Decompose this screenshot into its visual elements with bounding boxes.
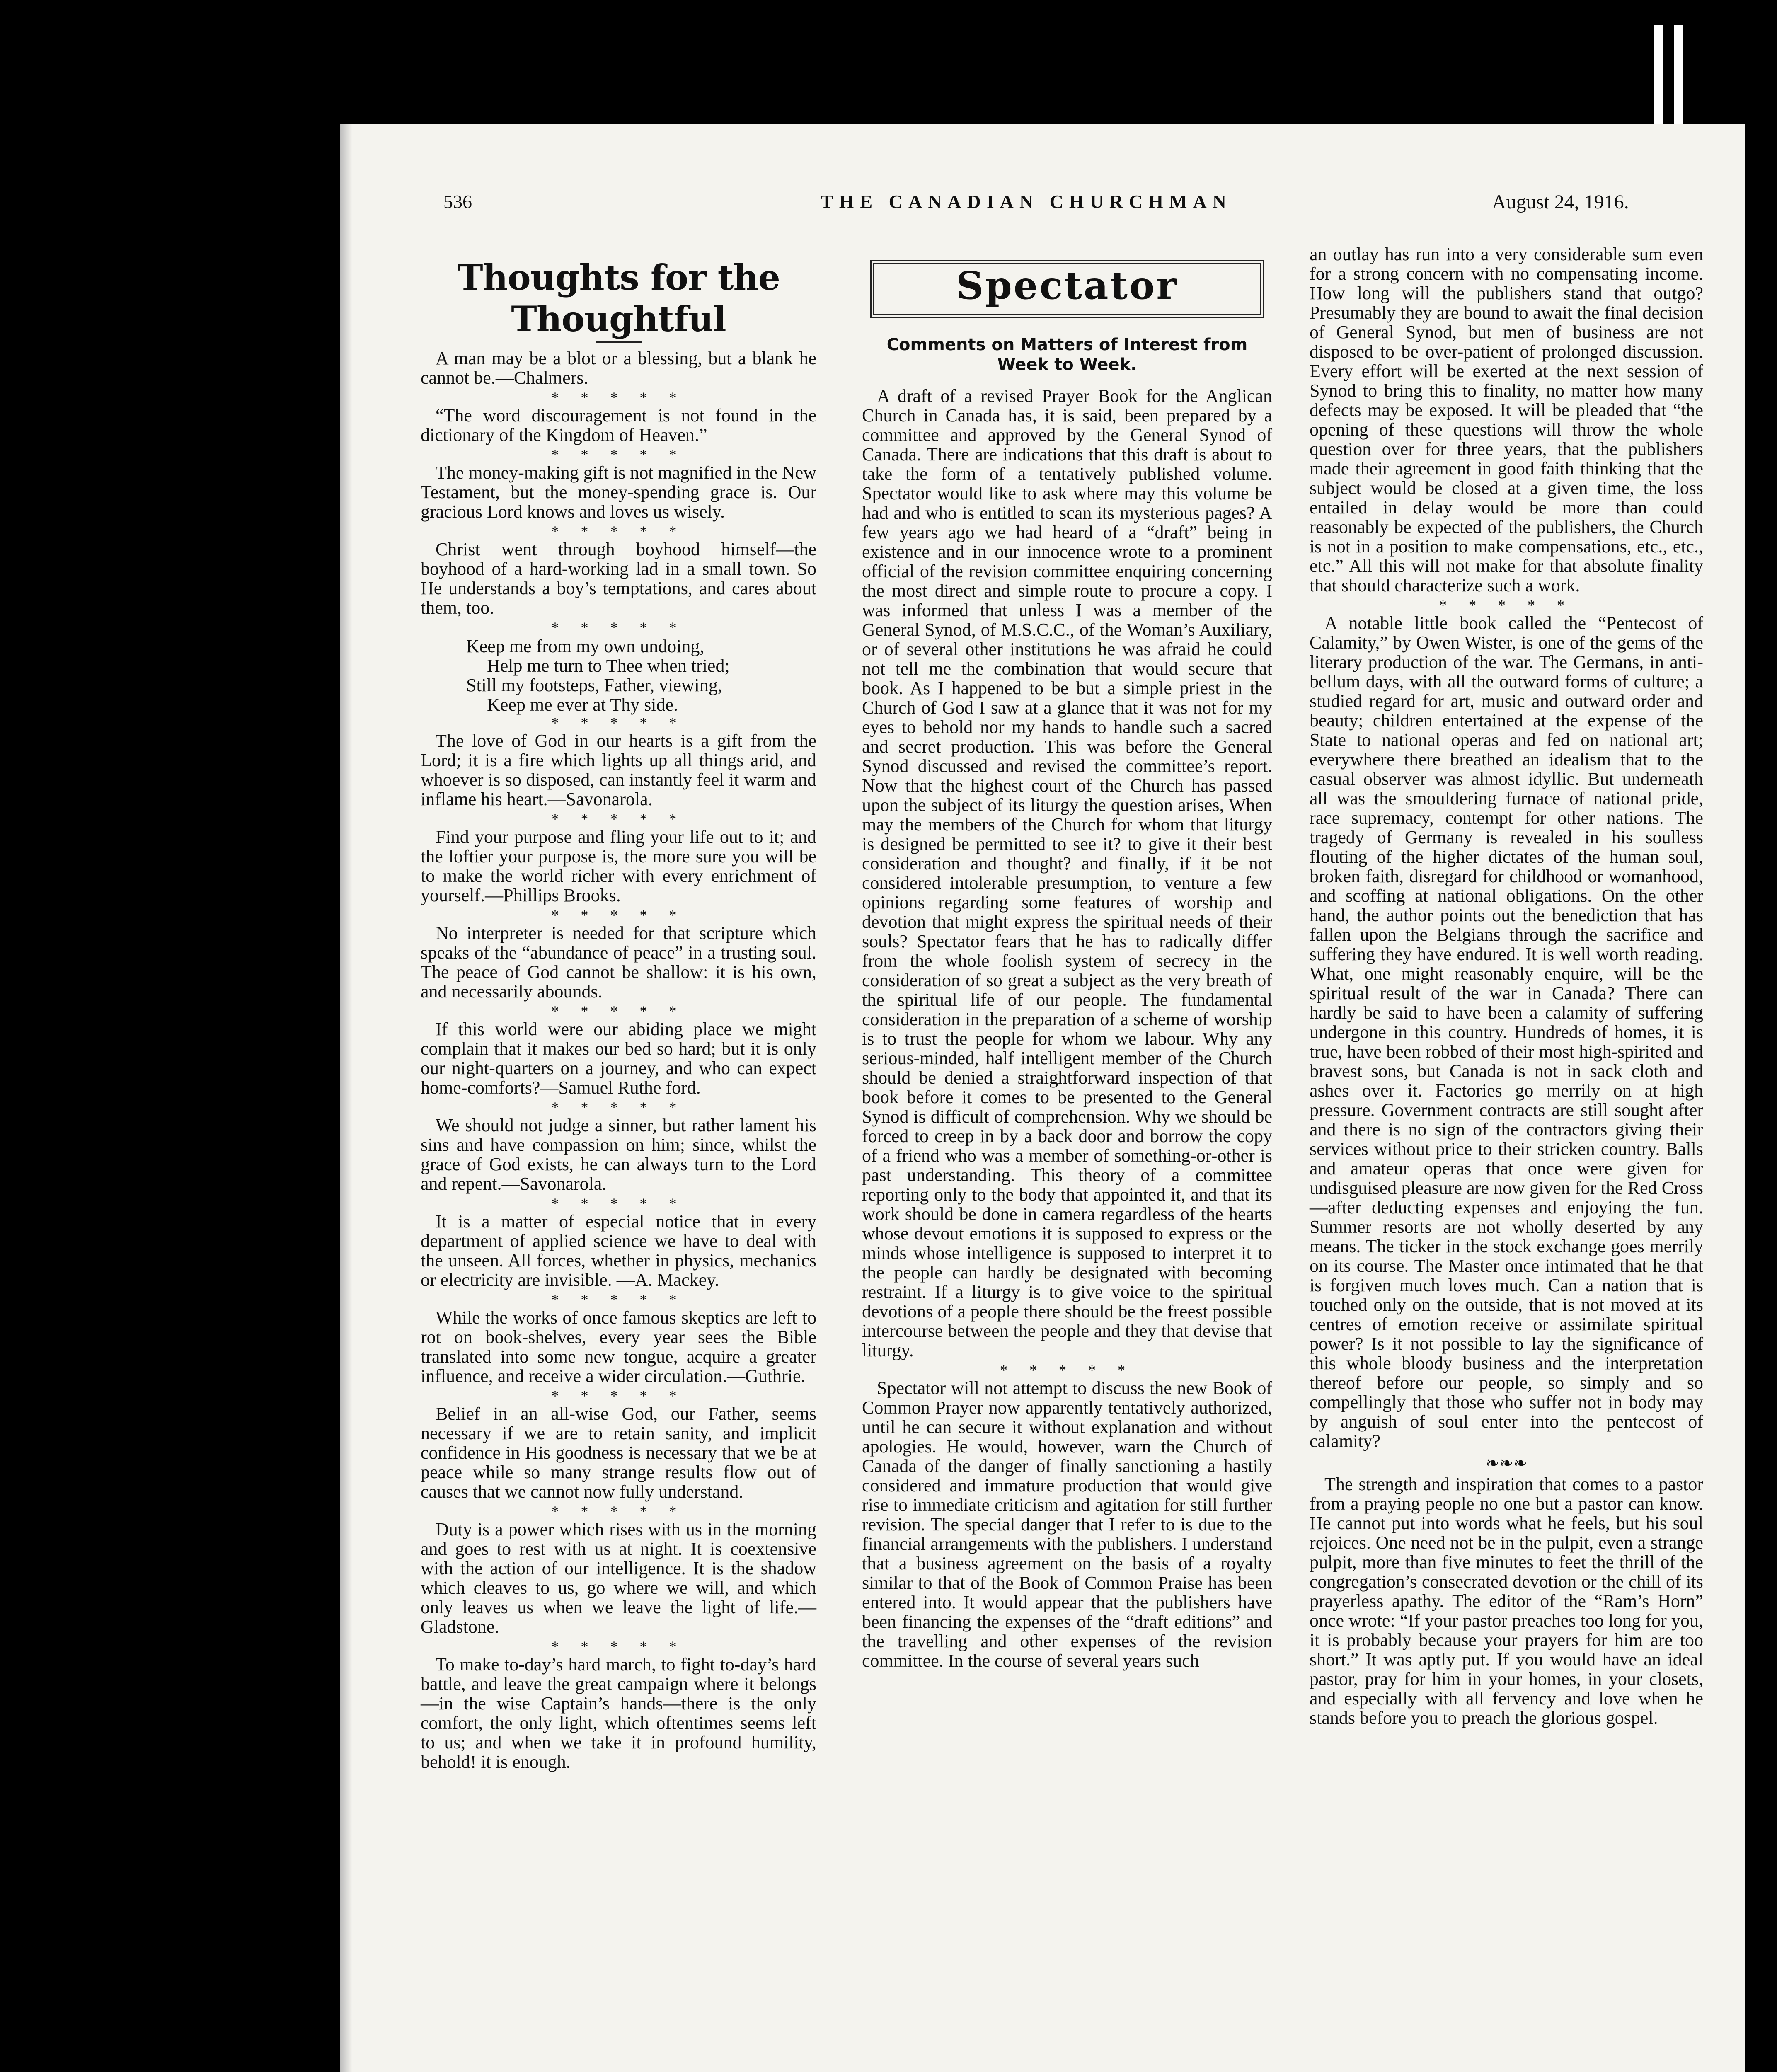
paragraph: No interpreter is needed for that scripture which speaks of the “abundance of peace” in a trusting soul. The peace of God cannot be shallow: it is his own, and necessarily abounds.: [421, 923, 816, 1002]
poem-line: Help me turn to Thee when tried;: [487, 656, 730, 676]
poem-line: Still my footsteps, Father, viewing,: [466, 675, 722, 695]
separator: * * * * *: [551, 811, 686, 827]
paragraph: A draft of a revised Prayer Book for the Anglican Church in Canada has, it is said, been prepared by a committee and approved by the General Synod of Canada. There are indications that this draft is about to take the form of a tentatively published volume. Spectator would like to ask where may this volume be had and who is entitled to scan its mysterious pages? A few years ago we had heard of a “draft” being in existence and in our innocence wrote to a prominent official of the revision committee enquiring concerning the most direct and simple route to procure a copy. I was informed that unless I was a member of the General Synod, of M.S.C.C., of the Woman’s Auxiliary, or of several other institutions he was afraid he could not tell me the combination that would secure that book. As I happened to be but a simple priest in the Church of God I saw at a glance that it was not for my eyes to behold nor my hands to handle such a sacred and secret production. This was before the General Synod discussed and revised the committee’s report. Now that the highest court of the Church has passed upon the subject of its liturgy the question arises, When may the members of the Church for whom that liturgy is designed be permitted to see it? to give it their best consideration and thought? and finally, if it be not considered intolerable presumption, to venture a few opinions regarding some features of worship and devotion that might express the spiritual needs of their souls? Spectator fears that he has to radically differ from the whole foolish system of secrecy in the consideration of so great a subject as the very breath of the spiritual life of our people. The fundamental consideration in the preparation of a scheme of worship is to trust the people for whom we labour. Why any serious-minded, half intelligent member of the Church should be denied a straightforward inspection of that book before it comes to be presented to the General Synod is difficult of comprehension. Why we should be forced to creep in by a back door and borrow the copy of a friend who was a member of something-or-other is past understanding. This theory of a committee reporting only to the body that appointed it, and that its work should be done in camera regardless of the hearts whose devout emotions it is supposed to express or the minds whose intelligence is supposed to interpret it to the people can hardly be designated with becoming restraint. If a liturgy is to give voice to the spiritual devotions of a people there should be the freest possible intercourse between the people and they that devise that liturgy.: [862, 386, 1272, 1360]
paragraph: We should not judge a sinner, but rather lament his sins and have compassion on him; since, whilst the grace of God exists, he can always turn to the Lord and repent.—Savonarola.: [421, 1115, 816, 1194]
paragraph: The love of God in our hearts is a gift from the Lord; it is a fire which lights up all things arid, and whoever is so disposed, can instantly feel it warm and inflame his heart.—Savonarola.: [421, 731, 816, 809]
separator: * * * * *: [551, 714, 686, 731]
flourish-separator: ❧❧❧: [1485, 1454, 1528, 1472]
paragraph: It is a matter of especial notice that in every department of applied science we have to deal with the unseen. All forces, whether in physics, mechanics or electricity are invisible. —A. Mackey.: [421, 1211, 816, 1290]
paragraph: Christ went through boyhood himself—the boyhood of a hard-working lad in a small town. So He understands a boy’s temptations, and cares about them, too.: [421, 539, 816, 618]
separator: * * * * *: [551, 1291, 686, 1308]
separator: * * * * *: [551, 1387, 686, 1404]
paragraph: If this world were our abiding place we might complain that it makes our bed so hard; but it is only our night-quarters on a journey, and who can expect home-comforts?—Samuel Ruthe ford.: [421, 1019, 816, 1098]
title-rule: [596, 341, 642, 343]
paragraph: A notable little book called the “Pentecost of Calamity,” by Owen Wister, is one of the gems of the literary production of the war. The Germans, in anti-bellum days, with all the outward forms of culture; a studied regard for art, music and outward order and beauty; children entertained at the expense of the State to national operas and fed on national art; everywhere there breathed an idealism that to the casual observer was almost idyllic. But underneath all was the smouldering furnace of national pride, race supremacy, contempt for other nations. The tragedy of Germany is revealed in his soulless flouting of the higher dictates of the human soul, broken faith, disregard for childhood or womanhood, and scoffing at national obligations. On the other hand, the author points out the benediction that has fallen upon the Belgians through the sacrifice and suffering they have endured. It is well worth reading. What, one might reasonably enquire, will be the spiritual result of the war in Canada? There can hardly be said to have been a calamity of suffering undergone in this country. Hundreds of homes, it is true, have been robbed of their most high-spirited and bravest sons, but Canada is not in sack cloth and ashes over it. Factories go merrily on at high pressure. Government contracts are still sought after and there is no sign of the contractors giving their services without price to their stricken country. Balls and amateur operas that once were given for undisguised pleasure are now given for the Red Cross—after deducting expenses and enjoying the fun. Summer resorts are not wholly deserted by any means. The ticker in the stock exchange goes merrily on its course. The Master once intimated that he that is forgiven much loves much. Can a nation that is touched only on the outside, that is not moved at its centres of emotion receive or assimilate spiritual power? Is it not possible to lay the significance of this whole bloody business and the interpretation thereof before our people, so simply and so compellingly that those who suffer not in body may by anguish of soul enter into the pentecost of calamity?: [1310, 613, 1703, 1451]
paragraph: Belief in an all-wise God, our Father, seems necessary if we are to retain sanity, and implicit confidence in His goodness is necessary that we be at peace while so many strange results flow out of causes that we cannot now fully understand.: [421, 1404, 816, 1502]
paragraph: To make to-day’s hard march, to fight to-day’s hard battle, and leave the great campaign where it belongs—in the wise Captain’s hands—there is the only comfort, the only light, which oftentimes seems left to us; and when we take it in profound humility, behold! it is enough.: [421, 1654, 816, 1772]
paragraph: Find your purpose and fling your life out to it; and the loftier your purpose is, the more sure you will be to make the world richer with every enrichment of yourself.—Phillips Brooks.: [421, 827, 816, 905]
issue-date: August 24, 1916.: [1492, 191, 1629, 213]
separator: * * * * *: [551, 523, 686, 540]
separator: * * * * *: [551, 1099, 686, 1116]
film-mark: [1654, 25, 1663, 133]
separator: * * * * *: [551, 619, 686, 636]
separator: * * * * *: [1000, 1362, 1134, 1378]
paragraph: an outlay has run into a very considerable sum even for a strong concern with no compensating income. How long will the publishers stand that outgo? Presumably they are bound to await the final decision of General Synod, but men of business are not disposed to be over-patient of prolonged discussion. Every effort will be exerted at the next session of Synod to bring this to finality, no matter how many defects may be exposed. It will be pleaded that “the opening of these questions will throw the whole question over for three years, that the publishers made their agreement in good faith thinking that the subject would be closed at a given time, the loss entailed in delay would be more than could reasonably be expected of the publishers, the Church is not in a position to make compensations, etc., etc., etc.” All this will not make for that absolute finality that should characterize such a work.: [1310, 244, 1703, 595]
separator: * * * * *: [551, 446, 686, 463]
page-number: 536: [443, 191, 472, 212]
paragraph: Duty is a power which rises with us in the morning and goes to rest with us at night. It is coextensive with the action of our intelligence. It is the shadow which cleaves to us, go where we will, and which only leaves us when we leave the light of life.—Gladstone.: [421, 1519, 816, 1637]
page-edge-shadow: [340, 124, 352, 2072]
separator: * * * * *: [551, 1195, 686, 1212]
paragraph: The money-making gift is not magnified in the New Testament, but the money-spending grace is. Our gracious Lord knows and loves us wisely.: [421, 462, 816, 522]
separator: * * * * *: [551, 907, 686, 923]
separator: * * * * *: [1439, 597, 1574, 613]
paragraph: “The word discouragement is not found in the dictionary of the Kingdom of Heaven.”: [421, 405, 816, 445]
separator: * * * * *: [551, 1003, 686, 1019]
separator: * * * * *: [551, 1638, 686, 1655]
paragraph: Spectator will not attempt to discuss the new Book of Common Prayer now apparently tentatively authorized, until he can secure it without explanation and without apologies. He would, however, warn the Church of Canada of the danger of finally sanctioning a hastily considered and immature production that would give rise to immediate criticism and agitation for still further revision. The special danger that I refer to is due to the financial arrangements with the publishers. I understand that a business agreement on the basis of a royalty similar to that of the Book of Common Praise has been entered into. It would appear that the publishers have been financing the expenses of the “draft editions” and the travelling and other expenses of the revision committee. In the course of several years such: [862, 1378, 1272, 1671]
poem: [421, 637, 816, 714]
film-mark: [1674, 25, 1683, 133]
column-title: Thoughts for the Thoughtful: [457, 257, 780, 339]
separator: * * * * *: [551, 389, 686, 406]
column-subtitle: Comments on Matters of Interest from Week to Week.: [886, 335, 1248, 374]
publication-title: THE CANADIAN CHURCHMAN: [821, 191, 1232, 212]
separator: * * * * *: [551, 1503, 686, 1520]
paragraph: A man may be a blot or a blessing, but a blank he cannot be.—Chalmers.: [421, 348, 816, 388]
column-continued: [1310, 244, 1703, 1730]
column-thoughts: [421, 253, 816, 1774]
column-spectator: [862, 257, 1272, 1673]
poem-line: Keep me from my own undoing,: [466, 636, 705, 656]
page-header: [340, 191, 1745, 224]
newspaper-page: [340, 124, 1745, 2072]
poem-line: Keep me ever at Thy side.: [487, 695, 678, 715]
paragraph: While the works of once famous skeptics are left to rot on book-shelves, every year sees the Bible translated into some new tongue, acquire a greater influence, and receive a wider circulation.—Guthrie.: [421, 1307, 816, 1386]
paragraph: The strength and inspiration that comes to a pastor from a praying people no one but a pastor can know. He cannot put into words what he feels, but his soul rejoices. One need not be in the pulpit, even a strange pulpit, more than five minutes to feet the thrill of the congregation’s consecrated devotion or the chill of its prayerless apathy. The editor of the “Ram’s Horn” once wrote: “If your pastor preaches too long for you, it is probably because your prayers for him are too short.” It was aptly put. If you would have an ideal pastor, pray for him in your homes, in your closets, and especially with all fervency and love when he stands before you to preach the glorious gospel.: [1310, 1474, 1703, 1728]
spectator-title-box: [870, 260, 1264, 318]
column-title: Spectator: [956, 263, 1178, 308]
